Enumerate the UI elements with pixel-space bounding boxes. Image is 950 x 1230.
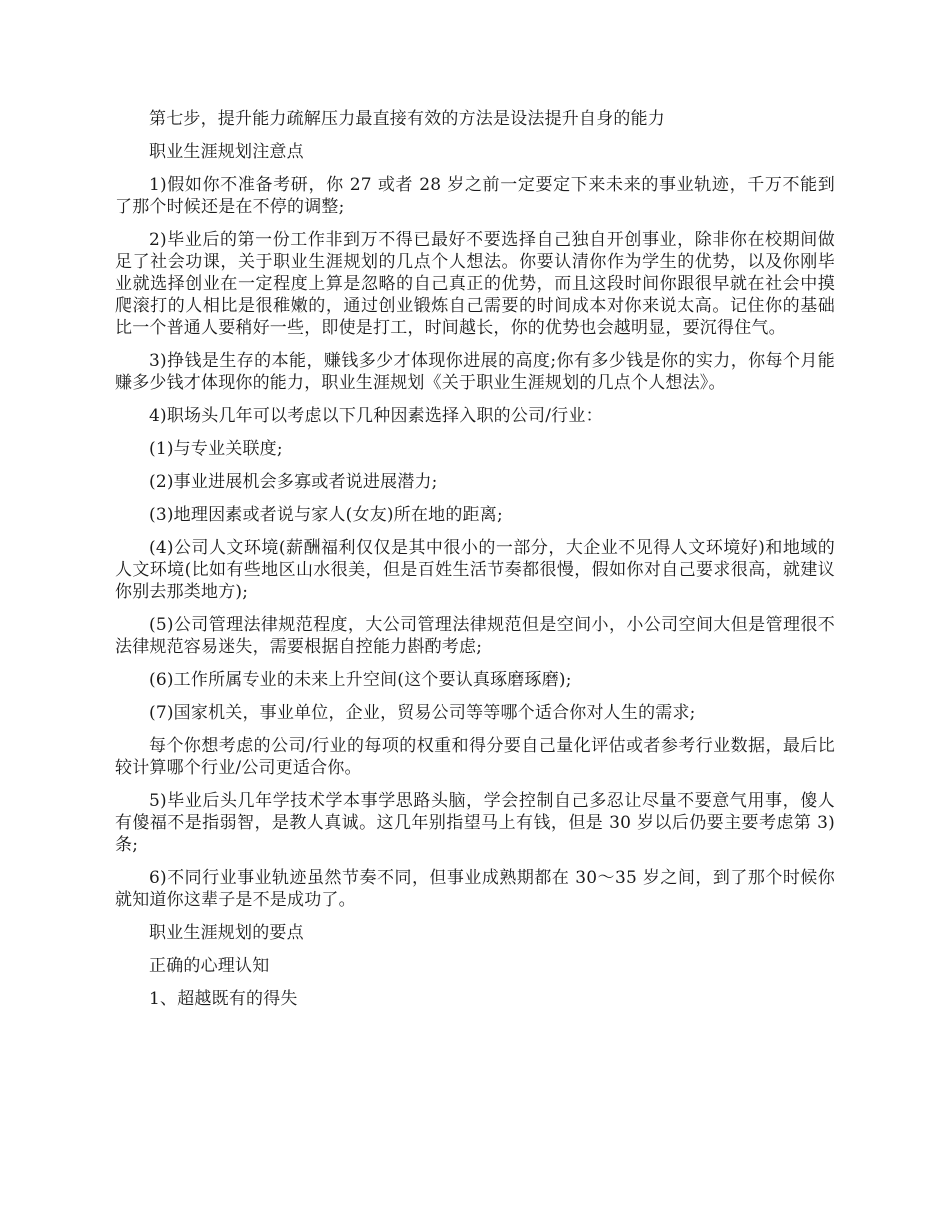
heading-career-essentials: 职业生涯规划的要点 xyxy=(149,923,304,943)
list-item-factor-6: (6)工作所属专业的未来上升空间(这个要认真琢磨琢磨); xyxy=(149,670,572,690)
paragraph-point-2: 2)毕业后的第一份工作非到万不得已最好不要选择自己独自开创事业，除非你在校期间做足了社会功课，关于职业生涯规划的几点个人想法。你要认清你作为学生的优势，以及你刚毕业就选择创业在一定程度上算是忽略的自己真正的优势，而且这段时间你跟很早就在社会中摸爬滚打的人相比是很稚嫩的，通过创业锻炼自己需要的时间成本对你来说太高。记住你的基础比一个普通人要稍好一些，即使是打工，时间越长，你的优势也会越明显，要沉得住气。 xyxy=(115,230,835,338)
list-item-factor-5: (5)公司管理法律规范程度，大公司管理法律规范但是空间小，小公司空间大但是管理很不法律规范容易迷失，需要根据自控能力斟酌考虑; xyxy=(115,615,835,657)
list-item-factor-2: (2)事业进展机会多寡或者说进展潜力; xyxy=(149,472,438,492)
paragraph-point-1: 1)假如你不准备考研，你 27 或者 28 岁之前一定要定下来未来的事业轨迹，千万不能到了那个时候还是在不停的调整; xyxy=(115,175,835,217)
paragraph-point-4: 4)职场头几年可以考虑以下几种因素选择入职的公司/行业： xyxy=(149,406,603,426)
paragraph-weighting: 每个你想考虑的公司/行业的每项的权重和得分要自己量化评估或者参考行业数据，最后比较计算哪个行业/公司更适合你。 xyxy=(115,736,835,778)
heading-psychology: 正确的心理认知 xyxy=(149,956,270,976)
heading-career-notes: 职业生涯规划注意点 xyxy=(149,142,304,162)
paragraph-point-5: 5)毕业后头几年学技术学本事学思路头脑，学会控制自己多忍让尽量不要意气用事，傻人有傻福不是指弱智，是教人真诚。这几年别指望马上有钱，但是 30 岁以后仍要主要考虑第 3)条; xyxy=(115,791,835,855)
list-item-factor-3: (3)地理因素或者说与家人(女友)所在地的距离; xyxy=(149,505,503,525)
paragraph-point-6: 6)不同行业事业轨迹虽然节奏不同，但事业成熟期都在 30～35 岁之间，到了那个时候你就知道你这辈子是不是成功了。 xyxy=(115,868,835,910)
list-item-transcend: 1、超越既有的得失 xyxy=(149,989,298,1009)
list-item-factor-4: (4)公司人文环境(薪酬福利仅仅是其中很小的一部分，大企业不见得人文环境好)和地域的人文环境(比如有些地区山水很美，但是百姓生活节奏都很慢，假如你对自己要求很高，就建议你别去那类地方); xyxy=(115,538,835,602)
list-item-factor-1: (1)与专业关联度; xyxy=(149,439,283,459)
paragraph-point-3: 3)挣钱是生存的本能，赚钱多少才体现你进展的高度;你有多少钱是你的实力，你每个月能赚多少钱才体现你的能力，职业生涯规划《关于职业生涯规划的几点个人想法》。 xyxy=(115,351,835,393)
paragraph-step-seven: 第七步，提升能力疏解压力最直接有效的方法是设法提升自身的能力 xyxy=(149,109,665,129)
document-body xyxy=(115,108,835,1021)
list-item-factor-7: (7)国家机关，事业单位，企业，贸易公司等等哪个适合你对人生的需求; xyxy=(149,703,696,723)
